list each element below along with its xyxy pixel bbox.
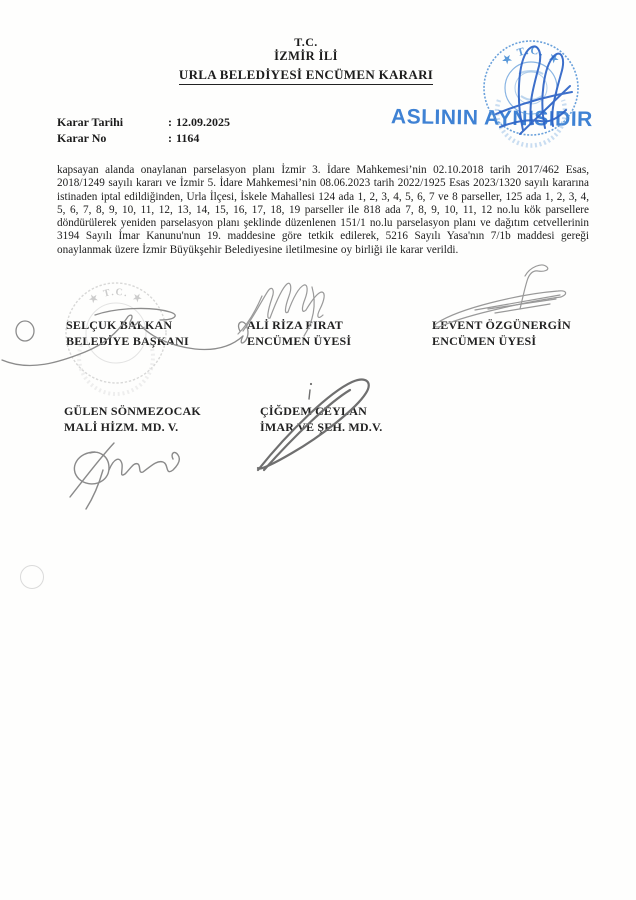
separator: : [168,115,172,129]
republic-abbr: T.C. [294,35,318,49]
signature-block-planning-director [260,403,383,435]
signatory-title: İMAR VE ŞEH. MD.V. [260,420,383,434]
signatory-name: GÜLEN SÖNMEZOCAK [64,404,201,418]
punch-hole-mark [20,565,44,589]
decision-date-row [57,114,230,130]
decision-no-row [57,130,230,146]
decision-no-value: 1164 [176,131,200,145]
decision-meta [57,114,230,146]
province-line: İZMİR İLİ [274,49,338,63]
separator: : [168,131,172,145]
svg-text:★ T.C. ★ [87,287,145,306]
blue-seal-top-text: ★ T.C. ★ [499,44,563,68]
signature-gulen-sonmezocak-scribble [70,443,179,509]
signatory-title: BELEDİYE BAŞKANI [66,334,189,348]
decision-no-label: Karar No [57,131,107,145]
signatory-name: LEVENT ÖZGÜNERGİN [432,318,571,332]
signature-block-member-2 [432,317,571,349]
document-header [0,35,612,85]
decision-body-paragraph: kapsayan alanda onaylanan parselasyon planı İzmir 3. İdare Mahkemesi’nin 02.10.2018 tarih 2017/462 Esas, 2018/1249 sayılı kararı ve İzmir 5. İdare Mahkemesi’nin 08.06.2023 tarih 2022/1925 Esas 2023/1320 sayılı kararına istinaden iptal edildiğinden, Urla İlçesi, İskele Mahallesi 124 ada 1, 2, 3, 4, 5, 6, 7 ve 8 parseller, 125 ada 1, 2, 3, 4, 5, 6, 7, 8, 9, 10, 11, 12, 13, 14, 15, 16, 17, 18, 19 parseller ile 818 ada 7, 8, 9, 10, 11, 12 no.lu kök parsellere döndürülerek yeniden parselasyon planı şeklinde düzenlenen 151/1 no.lu parselasyon planı ve dağıtım cetvellerinin 3194 Sayılı İmar Kanunu'nun 19. maddesine göre tetkik edilerek, 5216 Sayılı Yasa'nın 7/1b maddesi gereği onaylanmak üzere İzmir Büyükşehir Belediyesine iletilmesine oy birliği ile karar verildi. [57,164,589,256]
signatory-title: ENCÜMEN ÜYESİ [247,334,352,348]
signatory-name: SELÇUK BALKAN [66,318,173,332]
signatory-name: ALİ RİZA FIRAT [247,318,343,332]
signature-block-member-1 [247,317,351,349]
decision-title: URLA BELEDİYESİ ENCÜMEN KARARI [179,67,433,85]
signatory-title: MALİ HİZM. MD. V. [64,420,179,434]
gray-seal-top-text: ★ T.C. ★ [87,286,145,307]
signatory-title: ENCÜMEN ÜYESİ [432,334,537,348]
signatory-name: ÇİĞDEM CEYLAN [260,404,367,418]
certified-copy-stamp-text: ASLININ AYNISIDIR [390,105,593,132]
signature-block-finance-director [64,403,201,435]
signature-block-mayor [66,317,189,349]
decision-date-label: Karar Tarihi [57,115,124,129]
decision-date-value: 12.09.2025 [176,115,230,129]
